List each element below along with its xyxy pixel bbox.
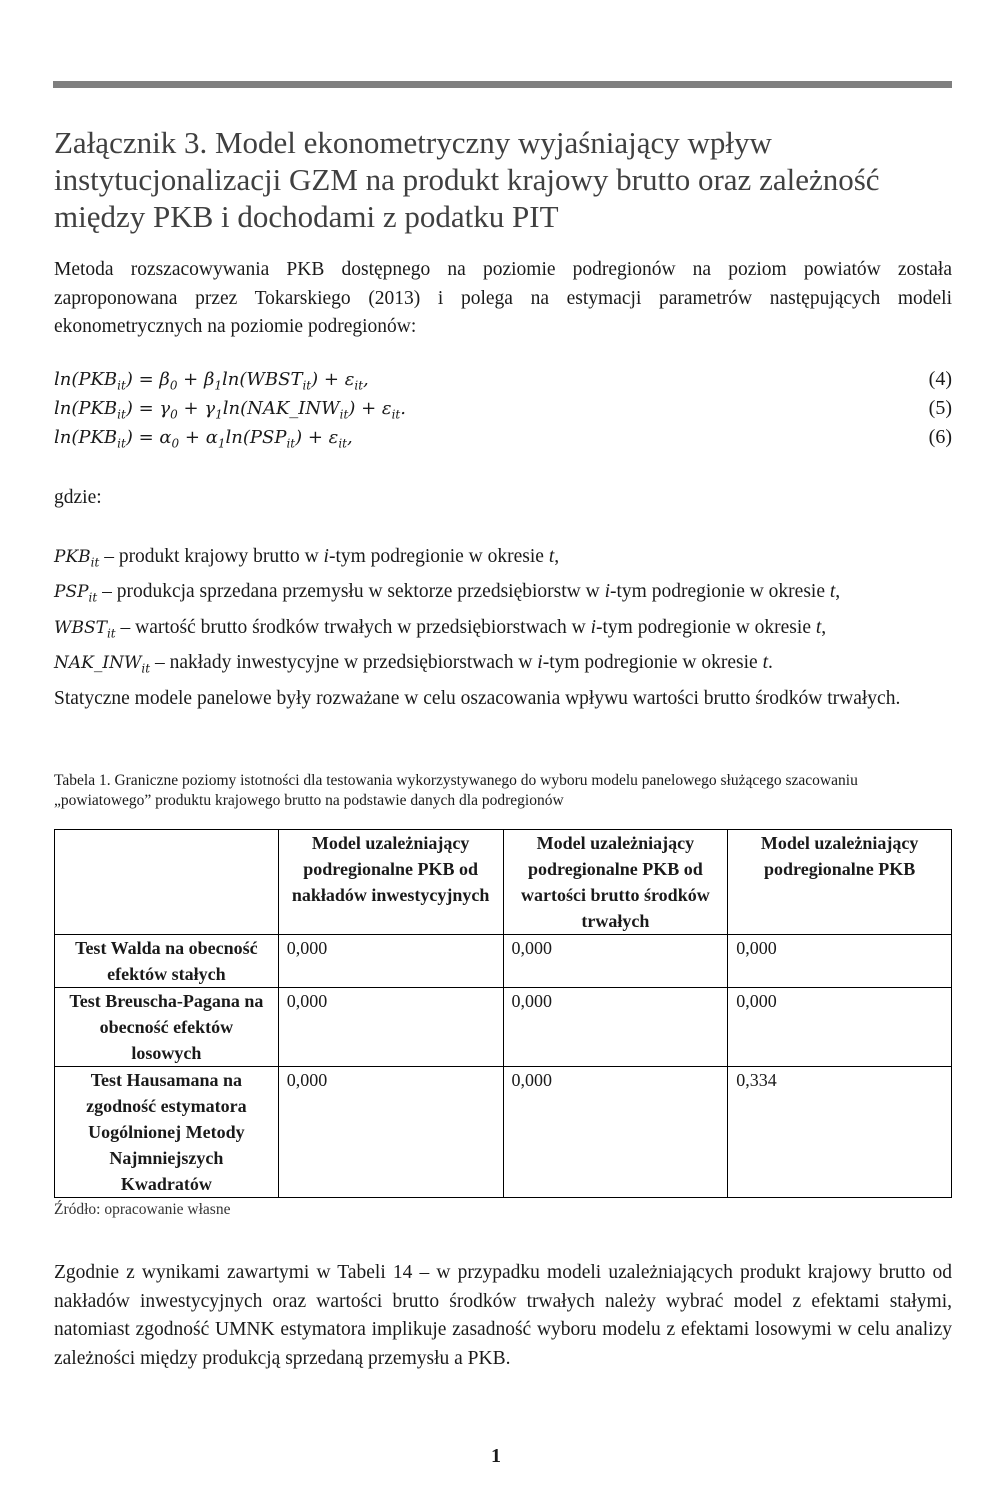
header-rule — [53, 81, 952, 88]
row-label: Test Walda na obecność efektów stałych — [55, 935, 279, 988]
definition-symbol: $PKB_{it}$ — [54, 547, 100, 570]
page-number: 1 — [491, 1445, 501, 1467]
equation: $\ln(PKB_{it}) = \alpha_0 + \alpha_1\ln(PSP_{it}) + \varepsilon_{it}$, — [54, 427, 353, 451]
table-cell: 0,000 — [728, 988, 952, 1067]
table-row — [55, 988, 952, 1067]
equation-row — [54, 426, 952, 455]
table-cell: 0,000 — [278, 988, 503, 1067]
table-header-cell — [55, 830, 279, 935]
table-cell: 0,000 — [278, 1067, 503, 1198]
table-source: Źródło: opracowanie własne — [54, 1201, 231, 1218]
definition-item: $PKB_{it}$ – produkt krajowy brutto w i-tym podregionie w okresie t, — [54, 546, 560, 570]
where-label: gdzie: — [54, 487, 102, 508]
table-row — [55, 1067, 952, 1198]
equation-row — [54, 397, 952, 426]
table-cell: 0,000 — [503, 935, 728, 988]
definition-item: $PSP_{it}$ – produkcja sprzedana przemysłu w sektorze przedsiębiorstw w i-tym podregionie w okresie t, — [54, 581, 841, 605]
equation: $\ln(PKB_{it}) = \gamma_0$ + $\gamma_1\ln(NAK\_INW_{it}) + \varepsilon_{it}$. — [54, 398, 406, 422]
definition-symbol: $WBST_{it}$ — [54, 617, 116, 641]
table-header-row — [55, 830, 952, 935]
equation-number: (6) — [928, 426, 952, 448]
row-label: Test Breuscha-Pagana na obecność efektów losowych — [55, 988, 279, 1067]
equation: $\ln(PKB_{it}) = \beta_0$ + $\beta_1\ln(WBST_{it}) + \varepsilon_{it}$, — [54, 369, 369, 393]
table-row — [55, 935, 952, 988]
definition-item: $WBST_{it}$ – wartość brutto środków trwałych w przedsiębiorstwach w i-tym podregionie w okresie t, — [54, 616, 827, 641]
intro-paragraph: Metoda rozszacowywania PKB dostępnego na poziomie podregionów na poziom powiatów została zaproponowana przez Tokarskiego (2013) i polega na estymacji parametrów następujących modeli ekonometrycznych na poziomie podregionów: — [54, 259, 952, 337]
definition-symbol: $PSP_{it}$ — [54, 582, 98, 605]
equations-block — [54, 368, 952, 455]
table-cell: 0,000 — [728, 935, 952, 988]
equation-number: (4) — [928, 368, 952, 390]
definition-item: $NAK\_INW_{it}$ – nakłady inwestycyjne w przedsiębiorstwach w i-tym podregionie w okresie t. — [54, 652, 773, 676]
static-models-paragraph: Statyczne modele panelowe były rozważane w celu oszacowania wpływu wartości brutto środków trwałych. — [54, 688, 901, 709]
conclusion-paragraph: Zgodnie z wynikami zawartymi w Tabeli 14 – w przypadku modeli uzależniających produkt krajowy brutto od nakładów inwestycyjnych oraz wartości brutto środków trwałych należy wybrać model z efektami stałymi, natomiast zgodność UMNK estymatora implikuje zasadność wyboru modelu z efektami losowymi w celu analizy zależności między produkcją sprzedaną przemysłu a PKB. — [54, 1262, 952, 1369]
table-cell: 0,000 — [503, 988, 728, 1067]
table-caption: Tabela 1. Graniczne poziomy istotności dla testowania wykorzystywanego do wyboru modelu panelowego służącego szacowaniu „powiatowego” produktu krajowego brutto na podstawie danych dla podregionów — [54, 772, 858, 809]
table-cell: 0,334 — [728, 1067, 952, 1198]
row-label: Test Hausamana na zgodność estymatora Uogólnionej Metody Najmniejszych Kwadratów — [55, 1067, 279, 1198]
table-header-cell: Model uzależniający podregionalne PKB od nakładów inwestycyjnych — [278, 830, 503, 935]
table-header-cell: Model uzależniający podregionalne PKB — [728, 830, 952, 935]
definition-symbol: $NAK\_INW_{it}$ — [54, 653, 151, 676]
table-cell: 0,000 — [278, 935, 503, 988]
equation-row — [54, 368, 952, 397]
results-table — [54, 829, 952, 1198]
document-title: Załącznik 3. Model ekonometryczny wyjaśniający wpływ instytucjonalizacji GZM na produkt krajowy brutto oraz zależność między PKB i dochodami z podatku PIT — [54, 125, 880, 234]
table-header-cell: Model uzależniający podregionalne PKB od wartości brutto środków trwałych — [503, 830, 728, 935]
table-cell: 0,000 — [503, 1067, 728, 1198]
definitions-list — [54, 542, 952, 684]
equation-number: (5) — [928, 397, 952, 419]
